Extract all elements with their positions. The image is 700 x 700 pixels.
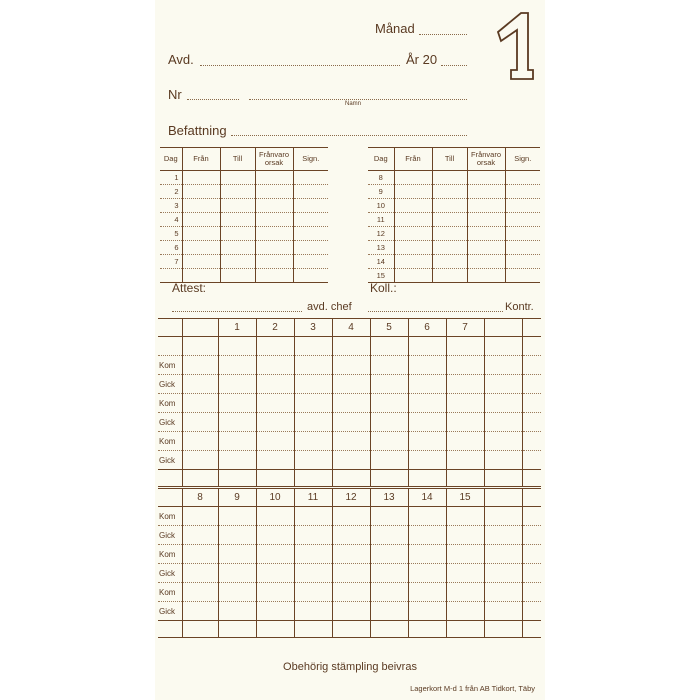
table-row — [158, 526, 541, 545]
table-row — [158, 451, 541, 470]
row-label: Kom — [158, 394, 182, 413]
name-field[interactable] — [249, 99, 467, 100]
day-header: 2 — [256, 319, 294, 337]
table-row — [158, 337, 541, 356]
dept-label: Avd. — [168, 52, 194, 67]
koll-label: Koll.: — [370, 281, 397, 295]
table-row — [158, 394, 541, 413]
table-row — [368, 199, 540, 213]
days-table-left — [160, 147, 328, 283]
punch-grid-top — [158, 318, 541, 487]
kontr-label: Kontr. — [505, 301, 534, 313]
day-number: 12 — [368, 227, 394, 241]
col-day: Dag — [160, 148, 182, 171]
table-row — [368, 241, 540, 255]
col-sign: Sign. — [505, 148, 540, 171]
table-row — [160, 199, 328, 213]
day-number: 2 — [160, 185, 182, 199]
col-to: Till — [432, 148, 467, 171]
col-from: Från — [182, 148, 220, 171]
day-number: 5 — [160, 227, 182, 241]
day-number: 15 — [368, 269, 394, 283]
table-row — [158, 507, 541, 526]
name-label: Namn — [345, 101, 362, 107]
day-header: 13 — [370, 489, 408, 507]
day-header: 1 — [218, 319, 256, 337]
day-number: 1 — [160, 171, 182, 185]
table-row — [368, 171, 540, 185]
printer-text: Lagerkort M-d 1 från AB Tidkort, Täby — [410, 684, 535, 693]
row-label: Gick — [158, 526, 182, 545]
table-row — [158, 545, 541, 564]
day-header: 8 — [182, 489, 218, 507]
day-number: 11 — [368, 213, 394, 227]
table-row — [160, 171, 328, 185]
attest-field[interactable] — [172, 311, 302, 312]
table-row — [368, 227, 540, 241]
day-number: 13 — [368, 241, 394, 255]
table-row — [160, 227, 328, 241]
col-from: Från — [394, 148, 432, 171]
col-absence: Frånvaro orsak — [467, 148, 505, 171]
day-header: 10 — [256, 489, 294, 507]
card-number-one — [495, 10, 535, 82]
chef-label: avd. chef — [307, 301, 352, 313]
day-header: 15 — [446, 489, 484, 507]
col-sign: Sign. — [293, 148, 328, 171]
day-header: 6 — [408, 319, 446, 337]
day-number: 6 — [160, 241, 182, 255]
day-header: 14 — [408, 489, 446, 507]
koll-field[interactable] — [368, 311, 503, 312]
table-row — [160, 185, 328, 199]
days-table-right — [368, 147, 540, 283]
table-row — [158, 621, 541, 638]
day-header: 11 — [294, 489, 332, 507]
day-number: 4 — [160, 213, 182, 227]
year-label: År 20 — [406, 52, 438, 67]
col-absence: Frånvaro orsak — [255, 148, 293, 171]
day-number: 10 — [368, 199, 394, 213]
table-row — [158, 375, 541, 394]
row-label: Gick — [158, 564, 182, 583]
row-label: Kom — [158, 507, 182, 526]
table-row — [158, 564, 541, 583]
table-row — [158, 432, 541, 451]
day-header: 7 — [446, 319, 484, 337]
col-to: Till — [220, 148, 255, 171]
row-label: Kom — [158, 545, 182, 564]
year-field[interactable] — [441, 65, 467, 66]
month-label: Månad — [375, 21, 415, 36]
day-header: 9 — [218, 489, 256, 507]
table-row — [158, 413, 541, 432]
table-row — [158, 583, 541, 602]
col-day: Dag — [368, 148, 394, 171]
table-row — [160, 241, 328, 255]
table-row — [368, 255, 540, 269]
row-label: Gick — [158, 451, 182, 470]
day-number: 7 — [160, 255, 182, 269]
nr-field[interactable] — [187, 99, 239, 100]
nr-label: Nr — [168, 87, 182, 102]
time-card — [155, 0, 545, 700]
day-header: 5 — [370, 319, 408, 337]
day-header: 3 — [294, 319, 332, 337]
table-row — [368, 213, 540, 227]
punch-grid-bottom — [158, 488, 541, 638]
row-label: Kom — [158, 432, 182, 451]
table-row — [158, 470, 541, 487]
day-header: 4 — [332, 319, 370, 337]
day-number: 3 — [160, 199, 182, 213]
day-header: 12 — [332, 489, 370, 507]
table-row — [160, 255, 328, 269]
row-label: Gick — [158, 375, 182, 394]
day-number: 14 — [368, 255, 394, 269]
attest-label: Attest: — [172, 281, 207, 295]
month-field[interactable] — [419, 34, 467, 35]
dept-field[interactable] — [200, 65, 400, 66]
table-row — [160, 213, 328, 227]
row-label: Gick — [158, 602, 182, 621]
position-field[interactable] — [231, 135, 467, 136]
row-label: Kom — [158, 356, 182, 375]
warning-text: Obehörig stämpling beivras — [283, 661, 417, 673]
day-number: 8 — [368, 171, 394, 185]
table-row — [158, 356, 541, 375]
position-label: Befattning — [168, 123, 227, 138]
day-number: 9 — [368, 185, 394, 199]
table-row — [158, 602, 541, 621]
row-label: Kom — [158, 583, 182, 602]
table-row — [368, 185, 540, 199]
row-label: Gick — [158, 413, 182, 432]
